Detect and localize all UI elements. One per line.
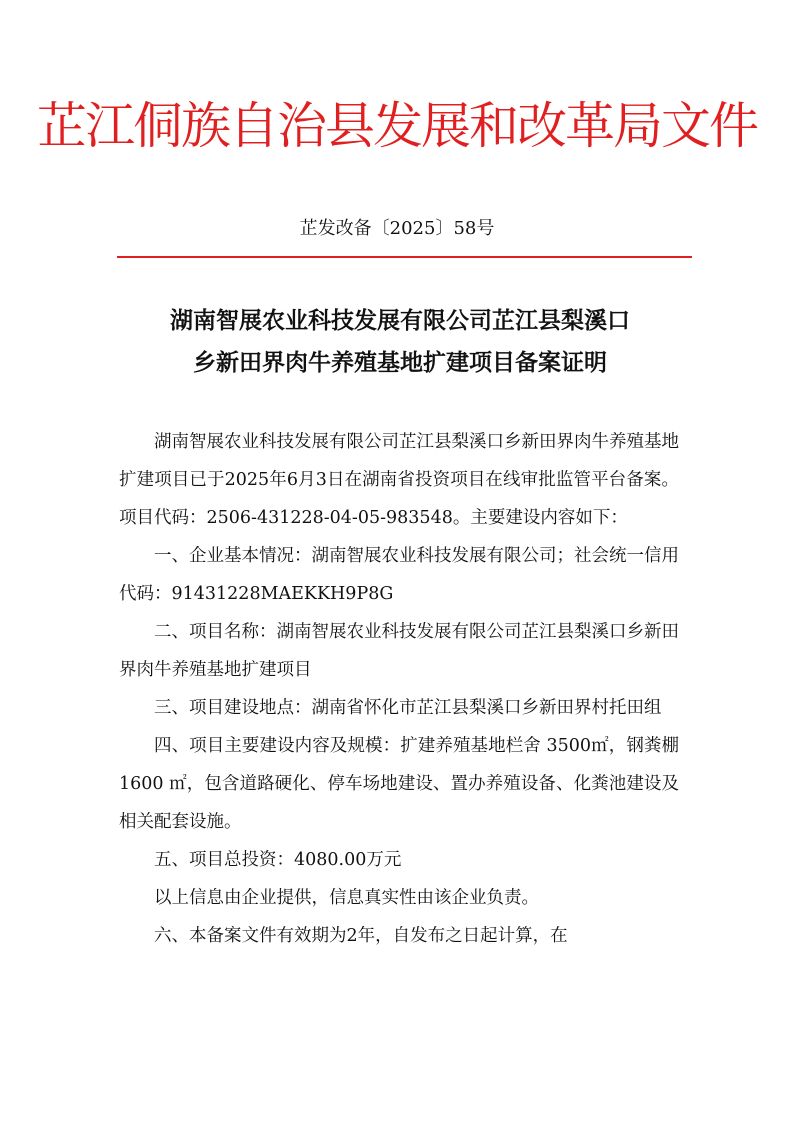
paragraph-total-investment: 五、项目总投资：4080.00万元 [154,850,402,870]
paragraph-project-name: 二、项目名称：湖南智展农业科技发展有限公司芷江县梨溪口乡新田界肉牛养殖基地扩建项目 [119,622,679,680]
document-title-line-1: 湖南智展农业科技发展有限公司芷江县梨溪口 [170,308,630,334]
document-title [110,300,690,384]
document-number: 芷发改备〔2025〕58号 [299,218,495,239]
document-title-line-2: 乡新田界肉牛养殖基地扩建项目备案证明 [193,350,607,376]
paragraph-enterprise-info: 一、企业基本情况：湖南智展农业科技发展有限公司；社会统一信用代码：91431228MAEKKH9P8G [119,546,679,604]
paragraph-construction-content: 四、项目主要建设内容及规模：扩建养殖基地栏舍 3500㎡，钢粪棚 1600 ㎡，包含道路硬化、停车场地建设、置办养殖设备、化粪池建设及相关配套设施。 [119,736,679,832]
document-body [119,423,679,955]
masthead-title: 芷江侗族自治县发展和改革局文件 [37,97,757,155]
paragraph-intro: 湖南智展农业科技发展有限公司芷江县梨溪口乡新田界肉牛养殖基地扩建项目已于2025年6月3日在湖南省投资项目在线审批监管平台备案。项目代码：2506-431228-04-05-983548。主要建设内容如下： [119,432,679,528]
red-divider-line [117,256,692,258]
paragraph-validity: 六、本备案文件有效期为2年，自发布之日起计算，在 [154,926,568,946]
paragraph-project-location: 三、项目建设地点：湖南省怀化市芷江县梨溪口乡新田界村托田组 [154,698,662,718]
paragraph-disclaimer: 以上信息由企业提供，信息真实性由该企业负责。 [154,888,539,908]
